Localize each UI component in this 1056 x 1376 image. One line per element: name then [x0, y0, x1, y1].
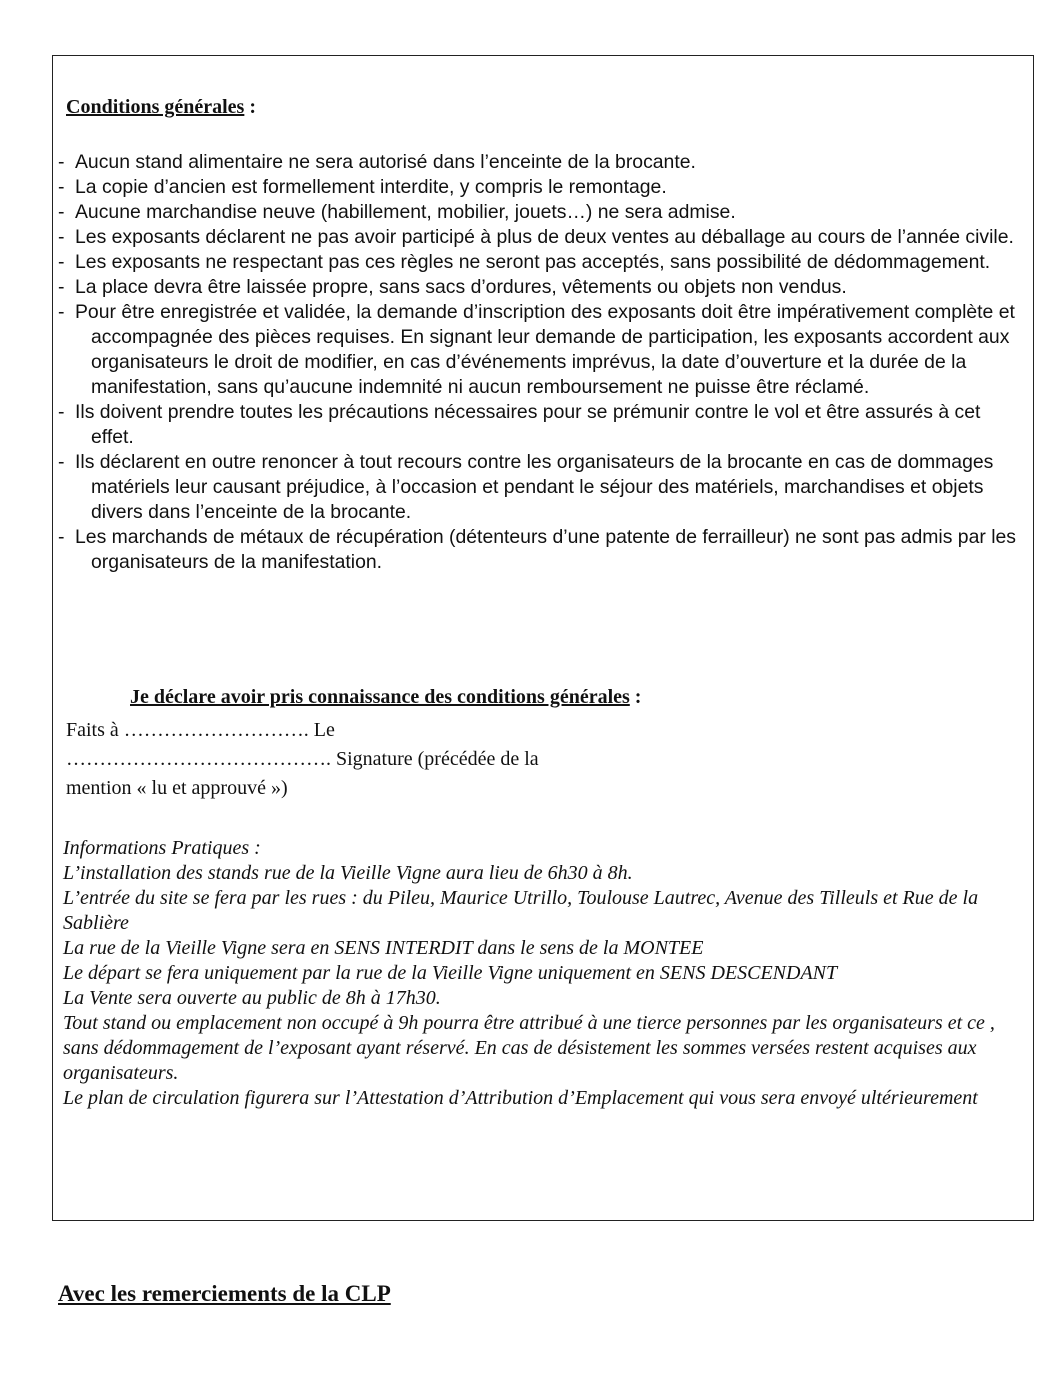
practical-info-line: L’installation des stands rue de la Vieille Vigne aura lieu de 6h30 à 8h.	[63, 862, 633, 884]
practical-info-line: L’entrée du site se fera par les rues : du Pileu, Maurice Utrillo, Toulouse Lautrec, Avenue des Tilleuls et Rue de la Sablière	[63, 887, 979, 934]
practical-info-line: Le plan de circulation figurera sur l’Attestation d’Attribution d’Emplacement qui vous sera envoyé ultérieurement	[63, 1087, 978, 1109]
condition-item: - Aucun stand alimentaire ne sera autorisé dans l’enceinte de la brocante.	[58, 151, 696, 173]
practical-info-heading: Informations Pratiques :	[63, 837, 261, 859]
conditions-title-suffix: :	[244, 96, 257, 118]
practical-info-line: La rue de la Vieille Vigne sera en SENS INTERDIT dans le sens de la MONTEE	[63, 937, 704, 959]
signature-place-date: Faits à ………………………. Le	[66, 719, 335, 741]
condition-item: - Ils déclarent en outre renoncer à tout recours contre les organisateurs de la brocante en cas de dommages matériels leur causant préjudice, à l’occasion et pendant le séjour des matériels, marchandises et objets divers dans l’enceinte de la brocante.	[58, 451, 994, 523]
conditions-title	[66, 94, 256, 120]
condition-item: - La copie d’ancien est formellement interdite, y compris le remontage.	[58, 176, 667, 198]
practical-info-line: Le départ se fera uniquement par la rue de la Vieille Vigne uniquement en SENS DESCENDANT	[63, 962, 838, 984]
condition-item: - Les marchands de métaux de récupération (détenteurs d’une patente de ferrailleur) ne sont pas admis par les organisateurs de la manifestation.	[58, 526, 1016, 573]
thanks-footer: Avec les remerciements de la CLP	[58, 1281, 391, 1306]
condition-item: - Les exposants déclarent ne pas avoir participé à plus de deux ventes au déballage au cours de l’année civile.	[58, 226, 1014, 248]
condition-item: - Les exposants ne respectant pas ces règles ne seront pas acceptés, sans possibilité de dédommagement.	[58, 251, 991, 273]
declaration-title-suffix: :	[629, 686, 642, 708]
practical-info-line: La Vente sera ouverte au public de 8h à 17h30.	[63, 987, 441, 1009]
declaration-title-text: Je déclare avoir pris connaissance des conditions générales	[130, 686, 630, 708]
condition-item: - Ils doivent prendre toutes les précautions nécessaires pour se prémunir contre le vol et être assurés à cet effet.	[58, 401, 981, 448]
signature-line: …………………………………. Signature (précédée de la	[66, 748, 539, 770]
conditions-title-text: Conditions générales	[66, 96, 245, 118]
signature-block	[66, 716, 606, 803]
signature-mention: mention « lu et approuvé »)	[66, 777, 288, 799]
condition-item: - Pour être enregistrée et validée, la demande d’inscription des exposants doit être impérativement complète et accompagnée des pièces requises. En signant leur demande de participation, les exposants accordent aux organisateurs le droit de modifier, en cas d’événements imprévus, la date d’ouverture et la durée de la manifestation, sans qu’aucune indemnité ni aucun remboursement ne puisse être réclamé.	[58, 301, 1015, 398]
practical-info-line: Tout stand ou emplacement non occupé à 9h pourra être attribué à une tierce personnes par les organisateurs et ce , sans dédommagement de l’exposant ayant réservé. En cas de désistement les sommes versées restent acquises aux organisateurs.	[63, 1012, 995, 1084]
declaration-title	[130, 684, 641, 710]
conditions-list	[58, 150, 1018, 575]
practical-info	[63, 836, 1025, 1111]
condition-item: - La place devra être laissée propre, sans sacs d’ordures, vêtements ou objets non vendus.	[58, 276, 847, 298]
condition-item: - Aucune marchandise neuve (habillement, mobilier, jouets…) ne sera admise.	[58, 201, 736, 223]
